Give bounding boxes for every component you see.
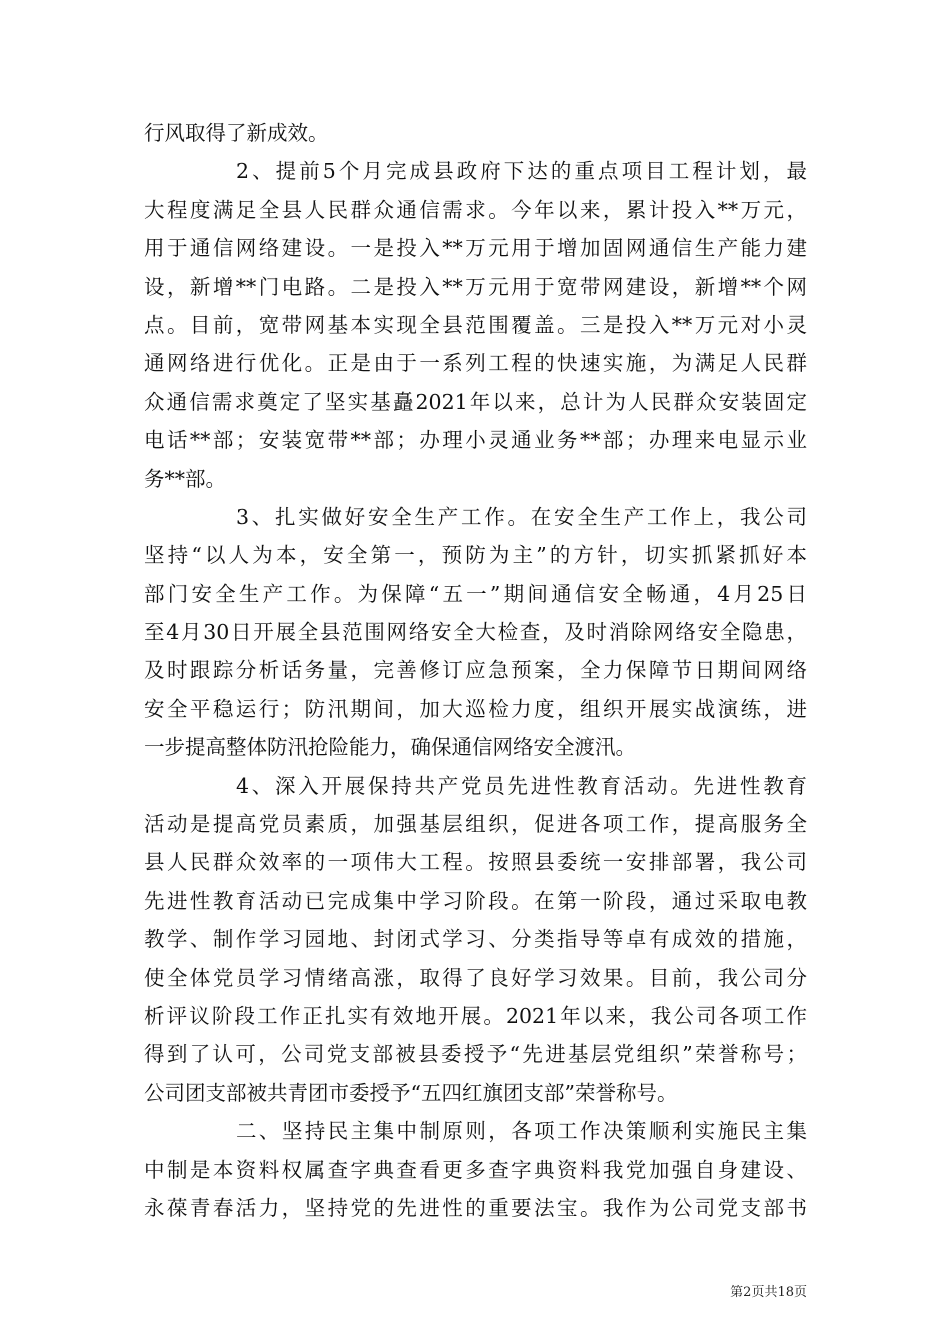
text-line: 先进性教育活动已完成集中学习阶段。在第一阶段，通过采取电教 [144,888,807,913]
text-line: 析评议阶段工作正扎实有效地开展。2021年以来，我公司各项工作 [144,1003,807,1028]
text-line: 活动是提高党员素质，加强基层组织，促进各项工作，提高服务全 [144,812,807,837]
text-line: 坚持“以人为本，安全第一，预防为主”的方针，切实抓紧抓好本 [144,543,807,568]
text-line: 及时跟踪分析话务量，完善修订应急预案，全力保障节日期间网络 [144,658,807,683]
text-line: 中制是本资料权属查字典查看更多查字典资料我党加强自身建设、 [144,1157,807,1182]
text-line: 务**部。 [144,466,226,491]
text-line: 设，新增**门电路。二是投入**万元用于宽带网建设，新增**个网 [144,274,807,299]
document-body [144,114,807,1227]
text-line: 一步提高整体防汛抢险能力，确保通信网络安全渡汛。 [144,735,636,760]
text-line: 至4月30日开展全县范围网络安全大检查，及时消除网络安全隐患， [144,620,807,645]
text-line: 得到了认可，公司党支部被县委授予“先进基层党组织”荣誉称号； [144,1042,807,1067]
text-line: 安全平稳运行；防汛期间，加大巡检力度，组织开展实战演练，进 [144,696,807,721]
text-line: 用于通信网络建设。一是投入**万元用于增加固网通信生产能力建 [144,236,807,261]
text-line: 4、深入开展保持共产党员先进性教育活动。先进性教育 [236,773,807,798]
text-line: 行风取得了新成效。 [144,121,329,145]
text-line: 公司团支部被共青团市委授予“五四红旗团支部”荣誉称号。 [144,1080,678,1105]
text-line: 教学、制作学习园地、封闭式学习、分类指导等卓有成效的措施， [144,927,807,952]
text-line: 使全体党员学习情绪高涨，取得了良好学习效果。目前，我公司分 [144,965,807,990]
text-line: 大程度满足全县人民群众通信需求。今年以来，累计投入**万元， [144,197,807,222]
text-line: 永葆青春活力，坚持党的先进性的重要法宝。我作为公司党支部书 [144,1195,807,1220]
text-line: 电话**部；安装宽带**部；办理小灵通业务**部；办理来电显示业 [144,428,807,453]
page-number: 第2页共18页 [730,1285,807,1300]
text-line: 2、提前5个月完成县政府下达的重点项目工程计划，最 [236,159,807,184]
text-line: 县人民群众效率的一项伟大工程。按照县委统一安排部署，我公司 [144,850,807,875]
text-line: 3、扎实做好安全生产工作。在安全生产工作上，我公司 [236,504,807,529]
text-line: 部门安全生产工作。为保障“五一”期间通信安全畅通，4月25日 [144,581,807,606]
text-line: 二、坚持民主集中制原则，各项工作决策顺利实施民主集 [236,1119,807,1144]
text-line: 众通信需求奠定了坚实基矗2021年以来，总计为人民群众安装固定 [144,389,807,414]
text-line: 通网络进行优化。正是由于一系列工程的快速实施，为满足人民群 [144,351,807,376]
text-line: 点。目前，宽带网基本实现全县范围覆盖。三是投入**万元对小灵 [144,312,807,337]
